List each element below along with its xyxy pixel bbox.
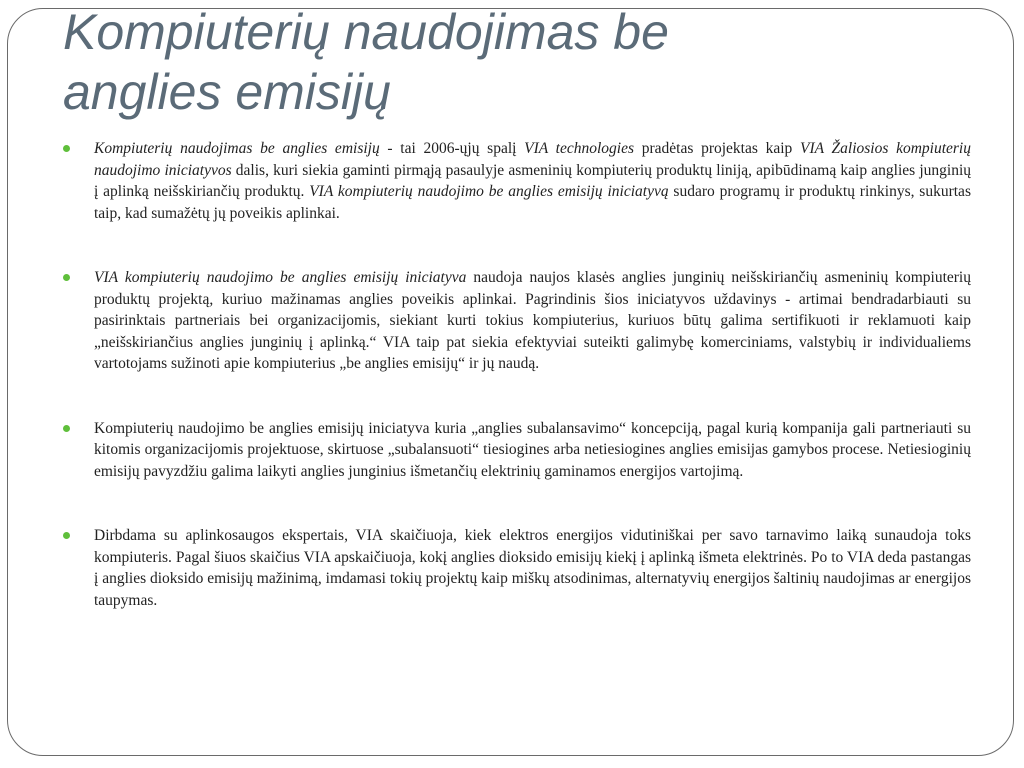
bullet-paragraph-2	[63, 267, 971, 375]
p1-text-4: sudaro programų ir produktų rinkinys, sukurtas taip, kad sumažėtų jų poveikis aplinkai.	[94, 183, 971, 222]
p1-italic-1: Kompiuterių naudojimas be anglies emisijų	[94, 140, 380, 157]
bullet-dot-icon	[63, 425, 70, 432]
bullet-paragraph-3	[63, 418, 971, 483]
title-line-1: Kompiuterių naudojimas be	[63, 4, 669, 60]
p1-text-1: - tai 2006-ųjų spalį	[379, 140, 525, 157]
bullet-dot-icon	[63, 145, 70, 152]
p2-text-1: naudoja naujos klasės anglies junginių neišskiriančių asmeninių kompiuterių produktų projektą, kuriuo mažinamas anglies poveikis aplinkai. Pagrindinis šios iniciatyvos uždavinys - artimai bendradarbiauti su pasirinktais partneriais bei organizacijomis, siekiant kurti tokius kompiuterius, kuriuos būtų galima sertifikuoti ir reklamuoti kaip „neišskiriančius anglies junginių į aplinką.“ VIA taip pat siekia efektyviai suteikti galimybę komerciniams, valstybių ir individualiems vartotojams sužinoti apie kompiuterius „be anglies emisijų“ ir jų naudą.	[94, 269, 971, 372]
bullet-list	[63, 138, 971, 654]
title-line-2: anglies emisijų	[63, 64, 391, 120]
p1-text-2: pradėtas projektas kaip	[634, 140, 800, 157]
bullet-paragraph-4	[63, 525, 971, 611]
bullet-dot-icon	[63, 274, 70, 281]
p1-italic-4: VIA kompiuterių naudojimo be anglies emisijų iniciatyvą	[309, 183, 669, 200]
p2-italic-1: VIA kompiuterių naudojimo be anglies emisijų iniciatyva	[94, 269, 467, 286]
p3-text-1: Kompiuterių naudojimo be anglies emisijų iniciatyva kuria „anglies subalansavimo“ koncepciją, pagal kurią kompanija gali partneriauti su kitomis organizacijomis projektuose, skirtuose „subalansuoti“ tiesiogines arba netiesiogines anglies emisijas gamybos procese. Netiesioginių emisijų pavyzdžiu galima laikyti anglies junginius išmetančių elektrinių gaminamos energijos vartojimą.	[94, 419, 971, 480]
p1-text-3: dalis, kuri siekia gaminti pirmąją pasaulyje asmeninių kompiuterių produktų liniją, apibūdinamą kaip anglies junginių į aplinką neišskiriančių produktų.	[94, 161, 971, 200]
slide-title	[63, 2, 923, 122]
p1-italic-2: VIA technologies	[524, 140, 635, 157]
bullet-paragraph-1	[63, 138, 971, 224]
bullet-dot-icon	[63, 532, 70, 539]
p4-text-1: Dirbdama su aplinkosaugos ekspertais, VIA skaičiuoja, kiek elektros energijos vidutiniškai per savo tarnavimo laiką sunaudoja toks kompiuteris. Pagal šiuos skaičius VIA apskaičiuoja, kokį anglies dioksido emisijų kiekį į aplinką išmeta elektrinės. Po to VIA deda pastangas į anglies dioksido emisijų mažinimą, imdamasi tokių projektų kaip miškų atsodinimas, alternatyvių energijos šaltinių naudojimas ar energijos taupymas.	[94, 527, 971, 609]
p1-italic-3: VIA Žaliosios kompiuterių naudojimo iniciatyvos	[94, 140, 971, 179]
